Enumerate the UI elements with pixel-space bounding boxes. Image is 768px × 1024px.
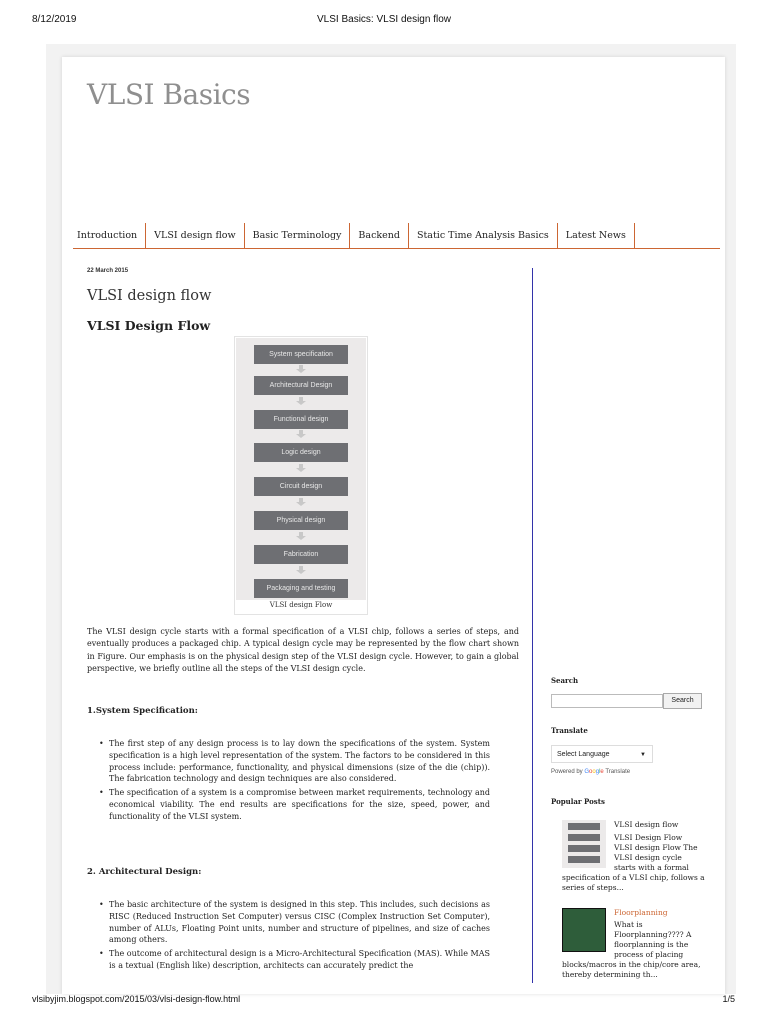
arrow-down-icon: [296, 430, 306, 438]
popular-post-thumbnail[interactable]: [562, 820, 606, 868]
flow-step: Physical design: [254, 511, 348, 530]
search-input[interactable]: [551, 694, 663, 708]
arrow-down-icon: [296, 365, 306, 373]
popular-post-snippet: process of placing: [614, 950, 684, 959]
tab-basic-terminology[interactable]: Basic Terminology: [245, 223, 351, 248]
post-date: 22 March 2015: [87, 268, 129, 274]
flow-step: System specification: [254, 345, 348, 364]
popular-post-snippet: VLSI design Flow The: [614, 843, 698, 852]
popular-post-snippet: VLSI Design Flow: [614, 833, 683, 842]
popular-post-snippet: specification of a VLSI chip, follows a series of steps...: [562, 873, 705, 892]
intro-paragraph: The VLSI design cycle starts with a formal specification of a VLSI chip, follows a series of steps, and eventually produces a packaged chip. A typical design cycle may be represented by the flow chart shown in Figure. Our emphasis is on the physical design step of the VLSI design cycle. However, to gain a global perspective, we briefly outline all the steps of the VLSI design cycle.: [87, 627, 519, 673]
tab-backend[interactable]: Backend: [350, 223, 409, 248]
flow-step: Logic design: [254, 443, 348, 462]
popular-post-snippet: Floorplanning???? A: [614, 930, 692, 939]
flow-step: Architectural Design: [254, 376, 348, 395]
search-button[interactable]: Search: [663, 693, 702, 709]
popular-post-snippet: VLSI design cycle: [614, 853, 682, 862]
flow-step: Circuit design: [254, 477, 348, 496]
print-page-number: 1/5: [722, 994, 735, 1004]
arrow-down-icon: [296, 397, 306, 405]
arrow-down-icon: [296, 566, 306, 574]
translate-label: Translate: [605, 769, 631, 775]
sidebar-divider: [532, 268, 533, 983]
tab-latest-news[interactable]: Latest News: [558, 223, 635, 248]
popular-post-title[interactable]: Floorplanning: [614, 908, 668, 917]
page-tabs: [73, 223, 720, 249]
google-logo-icon: Google: [584, 769, 604, 775]
list-item: • The first step of any design process is to lay down the specifications of the system. System specification is a high level representation of the system. The factors to be considered in this process include: performance, functionality, and physical dimensions (size of the die (chip)). The fabrication technology and design techniques are also considered.: [96, 738, 490, 785]
language-select[interactable]: [551, 745, 653, 763]
arrow-down-icon: [296, 532, 306, 540]
flow-chart-image[interactable]: [236, 338, 366, 600]
figure-caption: VLSI design Flow: [269, 601, 333, 609]
popular-post-snippet: starts with a formal: [614, 863, 689, 872]
popular-posts-title: Popular Posts: [551, 797, 605, 806]
popular-post-thumbnail[interactable]: [562, 908, 606, 952]
flow-step: Functional design: [254, 410, 348, 429]
post-heading: VLSI Design Flow: [87, 318, 211, 333]
print-date: 8/12/2019: [32, 14, 77, 25]
tab-static-time-analysis-basics[interactable]: Static Time Analysis Basics: [409, 223, 558, 248]
section-heading: 1.System Specification:: [87, 706, 198, 716]
section-heading: 2. Architectural Design:: [87, 867, 202, 877]
translate-widget-title: Translate: [551, 726, 588, 735]
powered-by-label: Powered by: [551, 769, 583, 775]
tab-vlsi-design-flow[interactable]: VLSI design flow: [146, 223, 244, 248]
arrow-down-icon: [296, 498, 306, 506]
chevron-down-icon: ▼: [640, 752, 646, 758]
popular-post-snippet: What is: [614, 920, 643, 929]
list-item: • The outcome of architectural design is a Micro-Architectural Specification (MAS). While MAS is a textual (English like) description, architects can accurately predict the: [96, 948, 490, 972]
list-item: • The basic architecture of the system is designed in this step. This includes, such decisions as RISC (Reduced Instruction Set Computer) versus CISC (Complex Instruction Set Computer), number of ALUs, Floating Point units, number and structure of pipelines, and size of caches among others.: [96, 899, 490, 946]
popular-post-snippet: floorplanning is the: [614, 940, 689, 949]
arrow-down-icon: [296, 464, 306, 472]
print-page-title: VLSI Basics: VLSI design flow: [317, 14, 451, 25]
popular-post-snippet: blocks/macros in the chip/core area, thereby determining th...: [562, 960, 701, 979]
bullet-list: [96, 899, 490, 974]
flow-step: Fabrication: [254, 545, 348, 564]
print-header: [0, 14, 768, 30]
bullet-list: [96, 738, 490, 825]
print-url: vlsibyjim.blogspot.com/2015/03/vlsi-design-flow.html: [32, 994, 241, 1004]
post-title[interactable]: VLSI design flow: [87, 288, 212, 304]
search-widget-title: Search: [551, 676, 579, 685]
blog-title[interactable]: VLSI Basics: [87, 78, 251, 111]
powered-by-google[interactable]: [551, 769, 630, 775]
tab-introduction[interactable]: Introduction: [73, 223, 146, 248]
list-item: • The specification of a system is a compromise between market requirements, technology and economical viability. The end results are specifications for the size, speed, power, and functionality of the VLSI system.: [96, 787, 490, 822]
flow-step: Packaging and testing: [254, 579, 348, 598]
language-select-value: Select Language: [557, 751, 610, 758]
popular-post-title[interactable]: VLSI design flow: [614, 820, 679, 829]
